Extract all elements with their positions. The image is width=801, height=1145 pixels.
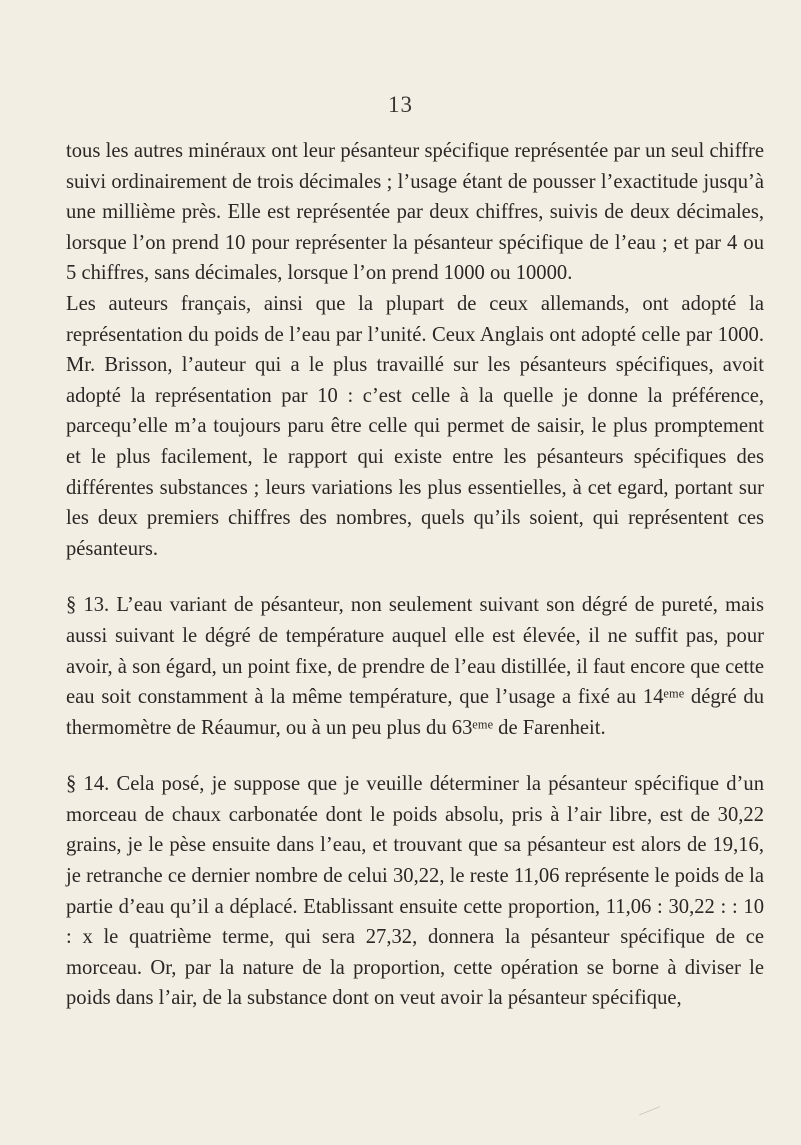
paragraph-gap [66,743,764,769]
paragraph-2: Les auteurs français, ainsi que la plupart de ceux allemands, ont adopté la représentation du poids de l’eau par l’unité. Ceux Anglais ont adopté celle par 1000. Mr. Brisson, l’auteur qui a le plus travaillé sur les pésanteurs spécifiques, avoit adopté la représentation par 10 : c’est celle à la quelle je donne la préférence, parcequ’elle m’a toujours paru être celle qui permet de saisir, le plus promptement et le plus facilement, le rapport qui existe entre les pésanteurs spécifiques des différentes substances ; leurs variations les plus essentielles, à cet egard, portant sur les deux premiers chiffres des nombres, quels qu’ils soient, qui représentent ces pésanteurs. [66,292,764,560]
paragraph-gap [66,564,764,590]
paragraph-1: tous les autres minéraux ont leur pésanteur spécifique représentée par un seul chiffre suivi ordinairement de trois décimales ; l’usage étant de pousser l’exactitude jusqu’à une millième près. Elle est représentée par deux chiffres, suivis de deux décimales, lorsque l’on prend 10 pour représenter la pésanteur spécifique de l’eau ; et par 4 ou 5 chiffres, sans décimales, lorsque l’on prend 1000 ou 10000. [66,140,764,285]
body-text [66,136,764,1014]
paper-mark [639,1106,663,1123]
paragraph-section-13: § 13. L’eau variant de pésanteur, non seulement suivant son dégré de pureté, mais aussi suivant le dégré de température auquel elle est élevée, il ne suffit pas, pour avoir, à son égard, un point fixe, de prendre de l’eau distillée, il faut encore que cette eau soit constamment à la même température, que l’usage a fixé au 14ᵉᵐᵉ dégré du thermomètre de Réaumur, ou à un peu plus du 63ᵉᵐᵉ de Farenheit. [66,594,764,739]
paragraph-section-14: § 14. Cela posé, je suppose que je veuille déterminer la pésanteur spécifique d’un morceau de chaux carbonatée dont le poids absolu, pris à l’air libre, est de 30,22 grains, je le pèse ensuite dans l’eau, et trouvant que sa pésanteur est alors de 19,16, je retranche ce dernier nombre de celui 30,22, le reste 11,06 représente le poids de la partie d’eau qu’il a déplacé. Etablissant ensuite cette proportion, 11,06 : 30,22 : : 10 : x le quatrième terme, qui sera 27,32, donnera la pésanteur spécifique de ce morceau. Or, par la nature de la proportion, cette opération se borne à diviser le poids dans l’air, de la substance dont on veut avoir la pésanteur spécifique, [66,773,764,1010]
page-number: 13 [388,92,413,117]
